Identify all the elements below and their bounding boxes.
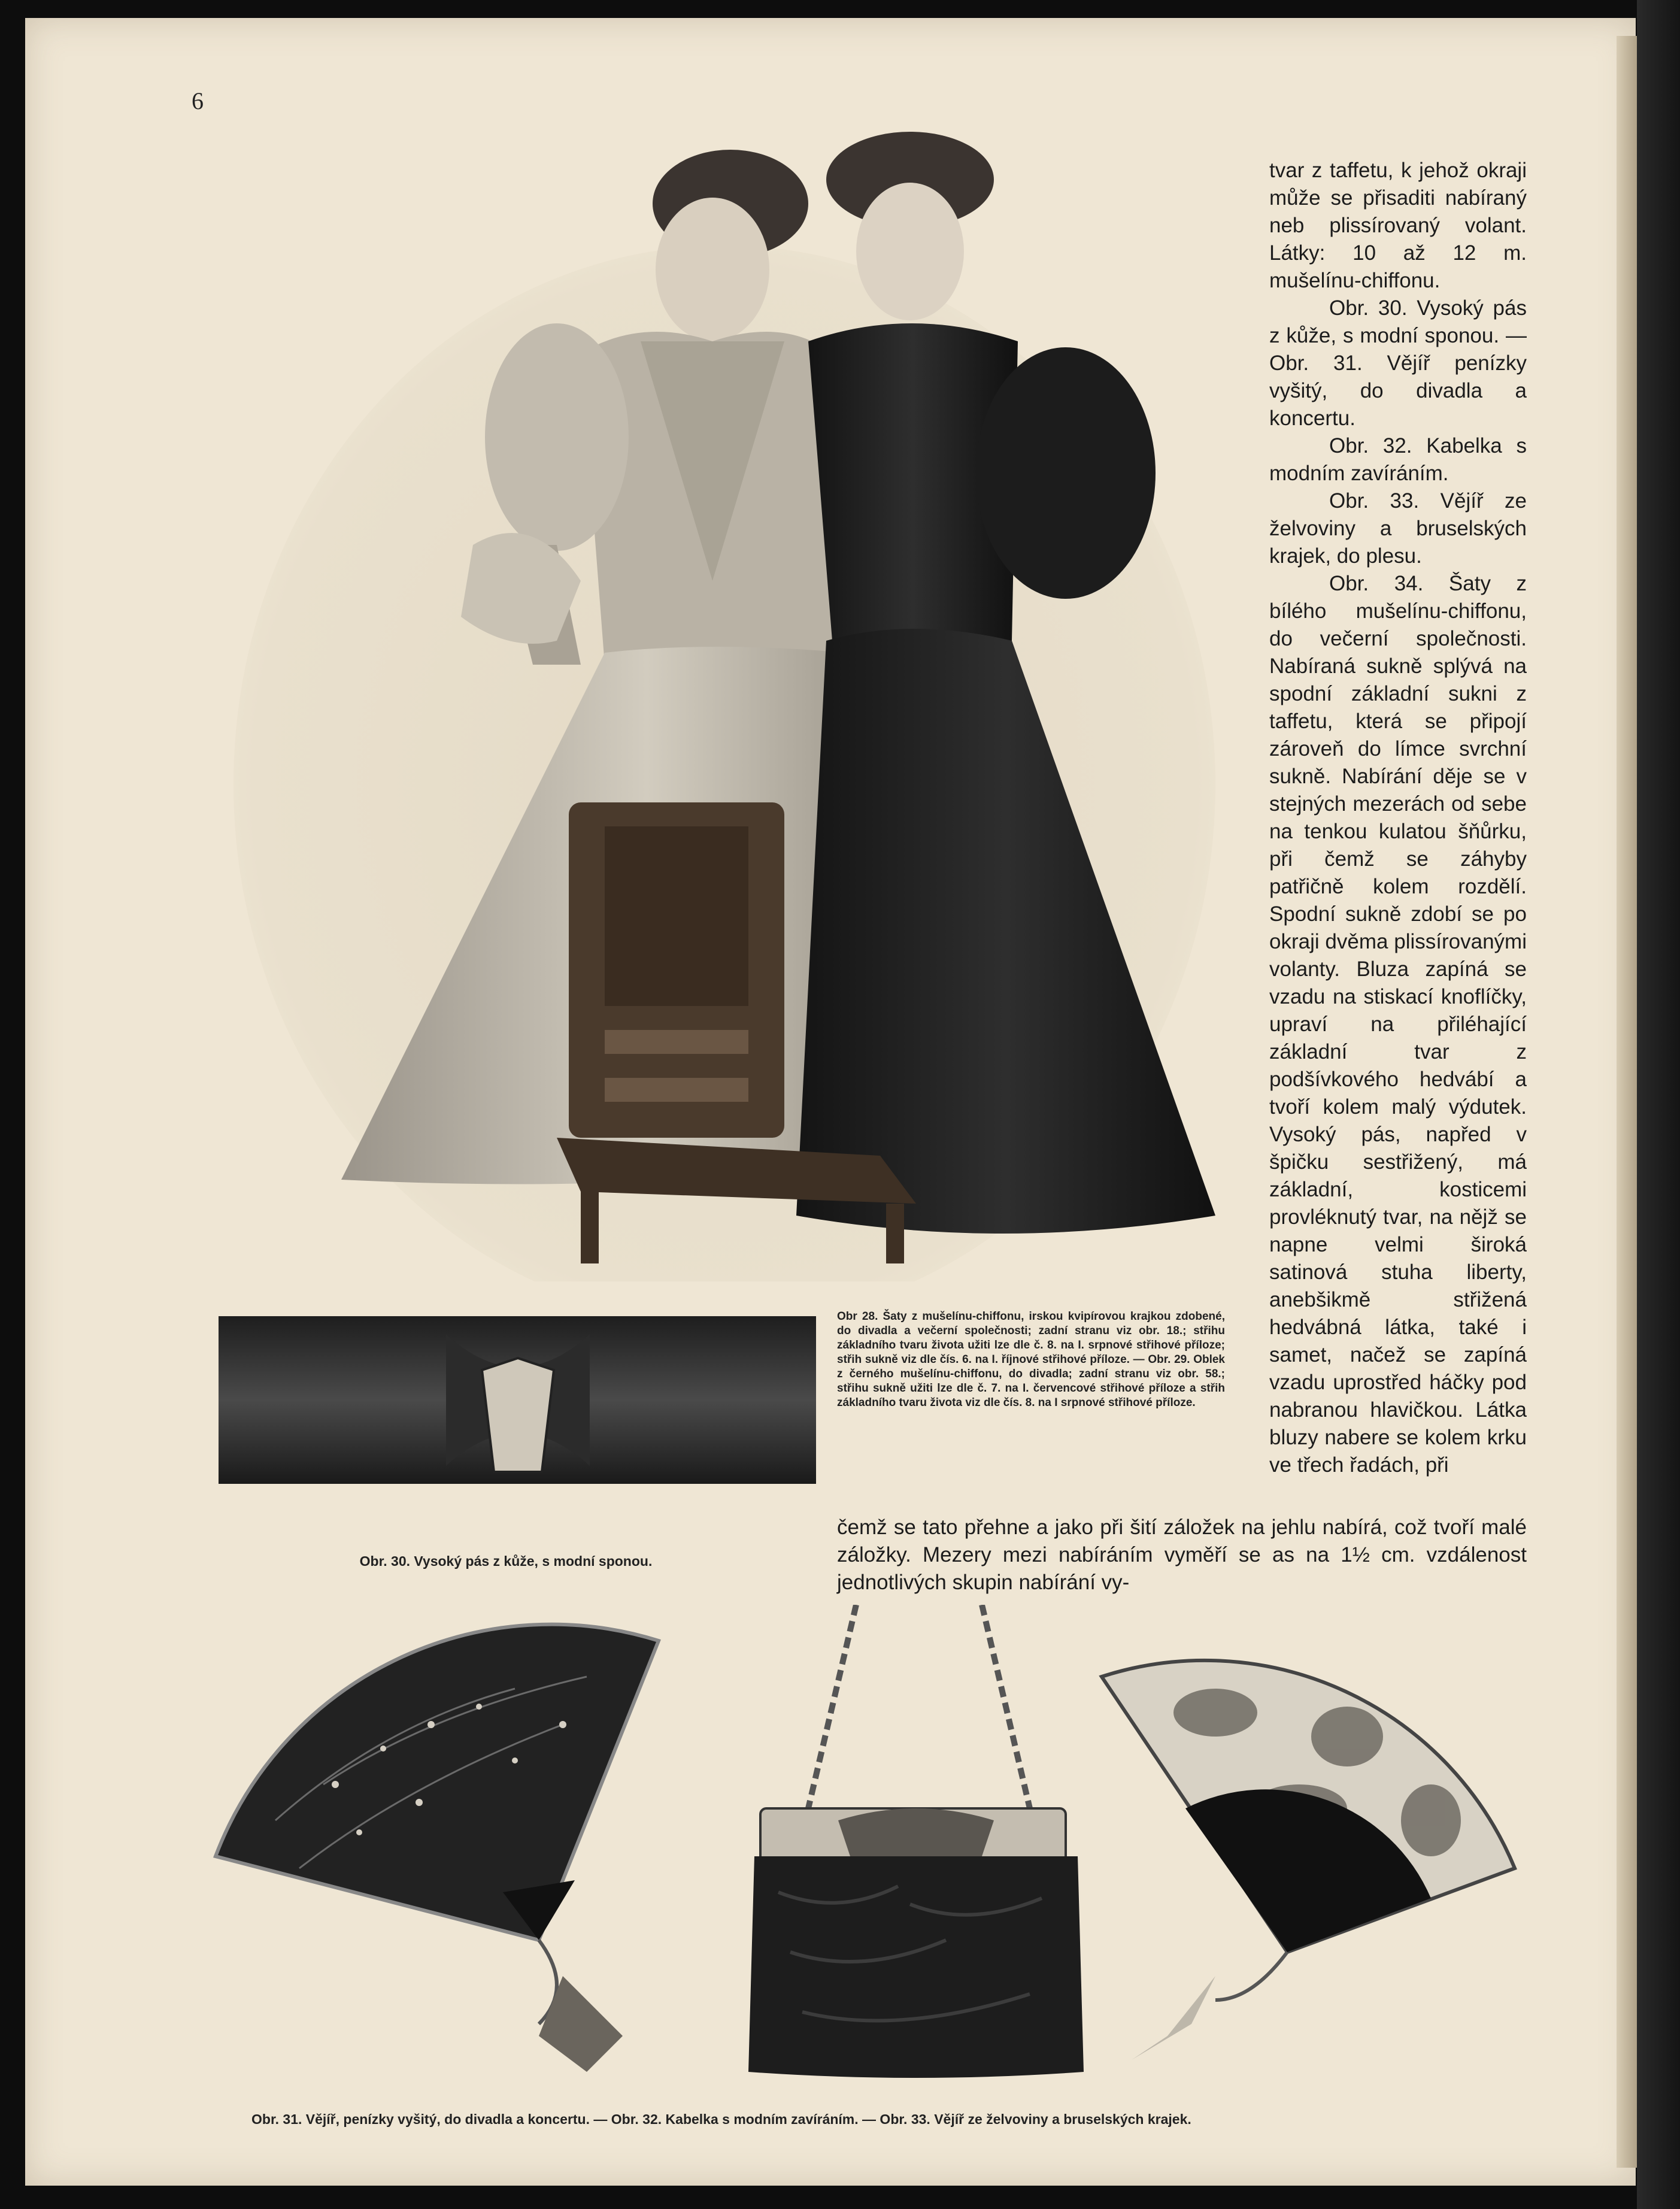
handbag-with-chain-illustration [718,1605,1090,2084]
caption-fig30: Obr. 30. Vysoký pás z kůže, s modní sponou. [359,1553,653,1569]
paragraph-1: tvar z taffetu, k jehož okraji může se přisaditi nabíraný neb plissírovaný volant. Látky: 10 až 12 m. mušelínu-chiffonu. [1269,159,1527,292]
leather-belt-with-buckle-illustration [219,1310,816,1490]
paragraph-fig33: Obr. 33. Vějíř ze želvoviny a bruselských krajek, do plesu. [1269,489,1527,568]
book-gutter [1637,0,1680,2209]
page-number: 6 [192,87,204,114]
paragraph-fig30-31: Obr. 30. Vysoký pás z kůže, s modní sponou. — Obr. 31. Vějíř penízky vyšitý, do divadla a koncertu. [1269,296,1527,430]
caption-fig31-33: Obr. 31. Vějíř, penízky vyšitý, do divadla a koncertu. — Obr. 32. Kabelka s modním zavíráním. — Obr. 33. Vějíř ze želvoviny a bruselských krajek. [251,2111,1191,2127]
lace-tortoiseshell-fan-illustration [1096,1617,1527,2084]
caption-fig28-29: Obr 28. Šaty z mušelínu-chiffonu, irskou kvipírovou krajkou zdobené, do divadla a večerní společnosti; zadní stranu viz obr. 18.; střihu základního tvaru života užiti lze dle č. 8. na I. srpnové střihové příloze; střih sukně viz dle čís. 6. na I. říjnové střihové příloze. — Obr. 29. Oblek z černého mušelínu-chiffonu, do divadla; zadní stranu viz obr. 58.; střihu sukně užiti lze dle č. 7. na I. červencové střihové příloze a střih základního tvaru života viz dle čís. 8. na I srpnové střihové příloze. [837,1310,1225,1409]
article-text-column [1269,157,1527,1479]
paragraph-fig34: Obr. 34. Šaty z bílého mušelínu-chiffonu, do večerní společnosti. Nabíraná sukně splývá na spodní základní sukni z taffetu, která se připojí zároveň do límce svrchní sukně. Nabírání děje se v stejných mezerách od sebe na tenkou kulatou šňůrku, při čemž se záhyby patřičně kolem rozdělí. Spodní sukně zdobí se po okraji dvěma plissírovanými volanty. Bluza zapíná se vzadu na stiskací knoflíčky, upraví na přiléhající základní tvar z podšívkového hedvábí a tvoří kolem malý výdutek. Vysoký pás, napřed v špičku sestřižený, má základní, kosticemi provléknutý tvar, na nějž se napne velmi široká satinová stuha liberty, anebšikmě střižená hedvábná látka, také i samet, načež se zapíná vzadu uprostřed háčky pod nabranou hlavičkou. Látka bluzy nabere se kolem krku ve třech řadách, při [1269,572,1527,1477]
article-text-continued: čemž se tato přehne a jako při šití záložek na jehlu nabírá, což tvoří malé záložky. Mezery mezi nabíráním vyměří se as na 1½ cm. vzdálenost jednotlivých skupin nabírání vy- [837,1516,1527,1594]
two-women-dresses-chair-illustration [222,126,1227,1281]
sequined-fan-illustration [204,1605,718,2084]
paragraph-fig32: Obr. 32. Kabelka s modním zavíráním. [1269,434,1527,485]
